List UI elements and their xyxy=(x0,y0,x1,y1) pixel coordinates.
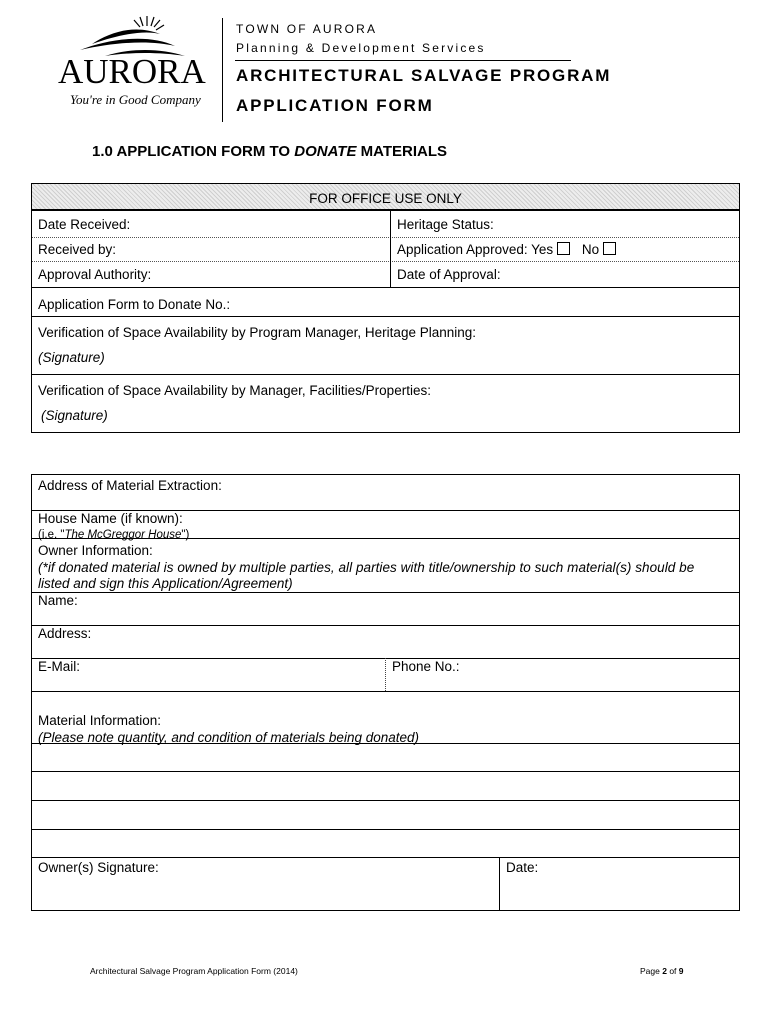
office-use-table xyxy=(31,183,740,433)
office-use-heading: FOR OFFICE USE ONLY xyxy=(32,184,739,210)
address-label: Address: xyxy=(38,626,92,641)
section-title-prefix: 1.0 APPLICATION FORM TO xyxy=(92,143,295,160)
name-label: Name: xyxy=(38,593,78,608)
application-approved-label: Application Approved: Yes xyxy=(397,242,554,257)
section-title xyxy=(92,143,447,160)
signature-facilities-label: (Signature) xyxy=(41,408,108,423)
section-title-suffix: MATERIALS xyxy=(356,143,448,160)
email-label: E-Mail: xyxy=(38,659,81,674)
approved-no-checkbox[interactable] xyxy=(603,242,616,255)
verify-heritage-label: Verification of Space Availability by Program Manager, Heritage Planning: xyxy=(38,325,476,340)
house-example-prefix: (i.e. " xyxy=(38,529,65,541)
header-rule xyxy=(235,60,571,61)
org-name: TOWN OF AURORA xyxy=(236,22,378,36)
section-title-emphasis: DONATE xyxy=(294,143,357,160)
owner-note-line2: listed and sign this Application/Agreement) xyxy=(38,576,293,591)
heritage-status-label: Heritage Status: xyxy=(397,217,494,232)
aurora-logo xyxy=(50,12,220,117)
form-title-line2: APPLICATION FORM xyxy=(236,96,434,115)
header-divider xyxy=(222,18,223,122)
address-extraction-label: Address of Material Extraction: xyxy=(38,478,222,493)
received-by-label: Received by: xyxy=(38,242,117,257)
signature-date-label: Date: xyxy=(506,860,539,875)
date-received-label: Date Received: xyxy=(38,217,131,232)
page-prefix: Page xyxy=(640,966,663,976)
signature-heritage-label: (Signature) xyxy=(38,350,105,365)
logo-wordmark: AURORA xyxy=(58,52,206,91)
approval-authority-label: Approval Authority: xyxy=(38,267,152,282)
owner-info-label: Owner Information: xyxy=(38,543,153,558)
page-current: 2 xyxy=(662,966,667,976)
owner-note-line1: (*if donated material is owned by multiple parties, all parties with title/ownership to such material(s) should be xyxy=(38,560,695,575)
material-info-label: Material Information: xyxy=(38,713,162,728)
verify-facilities-label: Verification of Space Availability by Manager, Facilities/Properties: xyxy=(38,383,431,398)
house-name-example xyxy=(38,529,189,541)
house-name-label: House Name (if known): xyxy=(38,511,183,526)
form-number-label: Application Form to Donate No.: xyxy=(38,297,231,312)
phone-label: Phone No.: xyxy=(392,659,460,674)
footer-title: Architectural Salvage Program Application Form (2014) xyxy=(90,966,298,976)
donation-details-table xyxy=(31,474,740,911)
logo-tagline: You're in Good Company xyxy=(70,92,201,107)
house-example-name: The McGreggor House xyxy=(64,529,182,541)
approved-no-label: No xyxy=(581,242,600,257)
material-note: (Please note quantity, and condition of materials being donated) xyxy=(38,730,419,745)
form-title-line1: ARCHITECTURAL SALVAGE PROGRAM xyxy=(236,66,612,85)
page-of: of xyxy=(666,966,679,976)
approved-yes-checkbox[interactable] xyxy=(557,242,570,255)
department-name: Planning & Development Services xyxy=(236,41,486,55)
date-of-approval-label: Date of Approval: xyxy=(397,267,501,282)
house-example-suffix: ") xyxy=(181,529,190,541)
page-total: 9 xyxy=(678,966,684,976)
owner-signature-label: Owner(s) Signature: xyxy=(38,860,159,875)
application-approved-field xyxy=(397,242,616,257)
page-number xyxy=(640,966,684,976)
